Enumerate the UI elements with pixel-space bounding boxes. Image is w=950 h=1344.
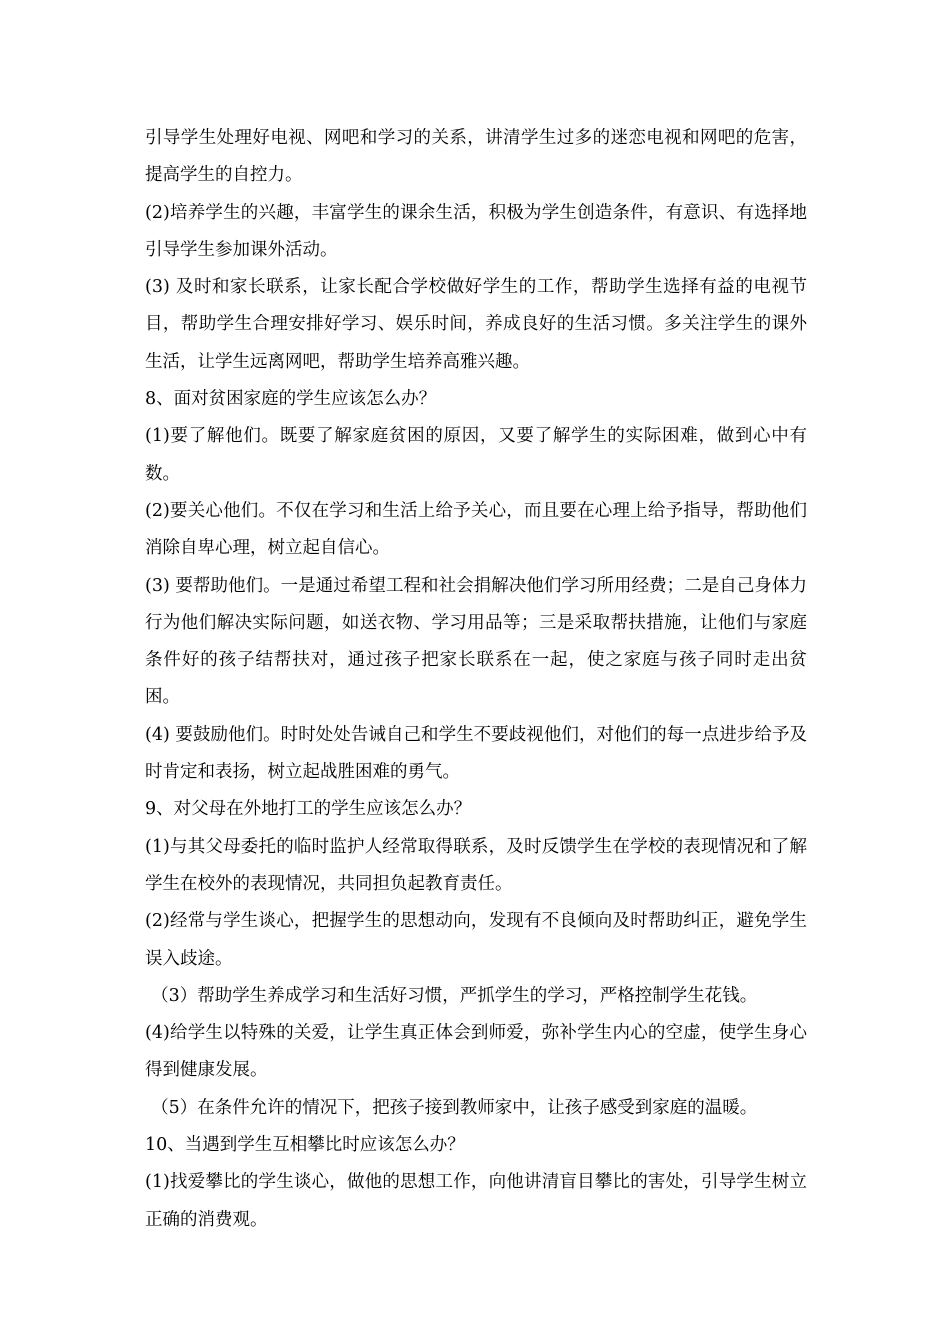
paragraph-special-care: (4)给学生以特殊的关爱，让学生真正体会到师爱，弥补学生内心的空虚，使学生身心得到健康发展。 — [145, 1023, 807, 1081]
paragraph-parent-contact: (3) 及时和家长联系，让家长配合学校做好学生的工作，帮助学生选择有益的电视节目，帮助学生合理安排好学习、娱乐时间，养成良好的生活习惯。多关注学生的课外生活，让学生远离网吧，帮助学生培养高雅兴趣。 — [145, 277, 807, 372]
paragraph-guardian-contact: (1)与其父母委托的临时监护人经常取得联系，及时反馈学生在学校的表现情况和了解学生在校外的表现情况，共同担负起教育责任。 — [145, 836, 807, 894]
paragraph-tv-internet-intro: 引导学生处理好电视、网吧和学习的关系，讲清学生过多的迷恋电视和网吧的危害，提高学生的自控力。 — [145, 128, 807, 186]
paragraph-interest-activities: (2)培养学生的兴趣，丰富学生的课余生活，积极为学生创造条件，有意识、有选择地引导学生参加课外活动。 — [145, 202, 807, 260]
paragraph-encourage-them: (4) 要鼓励他们。时时处处告诫自己和学生不要歧视他们，对他们的每一点进步给予及时肯定和表扬，树立起战胜困难的勇气。 — [145, 724, 807, 783]
paragraph-help-them: (3) 要帮助他们。一是通过希望工程和社会捐解决他们学习所用经费；二是自己身体力行为他们解决实际问题，如送衣物、学习用品等；三是采取帮扶措施，让他们与家庭条件好的孩子结帮扶对，通过孩子把家长联系在一起，使之家庭与孩子同时走出贫困。 — [145, 575, 807, 708]
paragraph-comparison-talk: (1)找爱攀比的学生谈心，做他的思想工作，向他讲清盲目攀比的害处，引导学生树立正确的消费观。 — [145, 1172, 807, 1230]
paragraph-care-for-them: (2)要关心他们。不仅在学习和生活上给予关心，而且要在心理上给予指导，帮助他们消除自卑心理，树立起自信心。 — [145, 500, 807, 559]
document-body — [145, 120, 807, 1239]
paragraph-teacher-home: （5）在条件允许的情况下，把孩子接到教师家中，让孩子感受到家庭的温暖。 — [151, 1097, 758, 1118]
paragraph-good-habits: （3）帮助学生养成学习和生活好习惯，严抓学生的学习，严格控制学生花钱。 — [151, 985, 758, 1006]
paragraph-understand-them: (1)要了解他们。既要了解家庭贫困的原因，又要了解学生的实际困难，做到心中有数。 — [145, 426, 807, 484]
paragraph-talk-with-students: (2)经常与学生谈心，把握学生的思想动向，发现有不良倾向及时帮助纠正，避免学生误入歧途。 — [145, 911, 807, 969]
heading-question-9: 9、对父母在外地打工的学生应该怎么办？ — [145, 799, 472, 820]
heading-question-8: 8、面对贫困家庭的学生应该怎么办？ — [145, 389, 437, 410]
heading-question-10: 10、当遇到学生互相攀比时应该怎么办？ — [145, 1135, 465, 1156]
